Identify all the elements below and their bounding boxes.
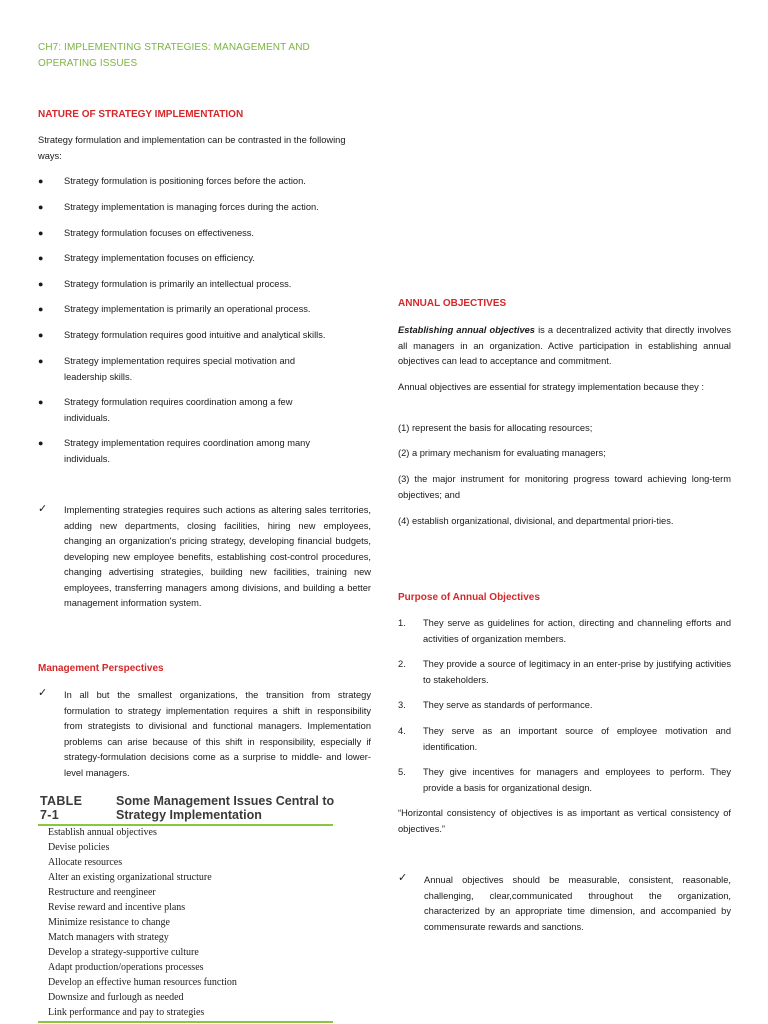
bullet-icon: ●: [38, 228, 44, 238]
bullet-text: Strategy implementation requires special motivation and leadership skills.: [64, 356, 295, 382]
table-row: Develop an effective human resources function: [48, 977, 237, 988]
table-row: Match managers with strategy: [48, 932, 169, 943]
bullet-text: Strategy implementation focuses on efficiency.: [64, 253, 255, 263]
table-row: Minimize resistance to change: [48, 917, 170, 928]
bullet-icon: ●: [38, 438, 44, 448]
management-perspectives-heading: Management Perspectives: [38, 663, 164, 674]
bullet-icon: ●: [38, 304, 44, 314]
annual-objectives-criteria-paragraph: Annual objectives should be measurable, consistent, reasonable, challenging, clear,communicated throughout the organization, characterized by an appropriate time dimension, and accompanied by commensurate rewards and sanctions.: [424, 875, 731, 932]
table-row: Allocate resources: [48, 857, 123, 868]
purpose-number: 3.: [398, 700, 406, 710]
purpose-number: 1.: [398, 618, 406, 628]
table-list: [48, 825, 237, 1020]
bullet-text: Strategy implementation is primarily an operational process.: [64, 304, 311, 314]
checkmark-icon: ✓: [398, 872, 408, 884]
nature-heading: NATURE OF STRATEGY IMPLEMENTATION: [38, 109, 244, 120]
checkmark-icon: ✓: [38, 687, 48, 699]
bullet-text: Strategy implementation requires coordination among many individuals.: [64, 438, 310, 464]
annual-objectives-lead: Establishing annual objectives: [398, 325, 535, 335]
reason-item: (2) a primary mechanism for evaluating managers;: [398, 448, 606, 458]
annual-objectives-heading: ANNUAL OBJECTIVES: [398, 298, 507, 309]
purpose-text: They serve as guidelines for action, directing and channeling efforts and activities of organization members.: [423, 618, 731, 644]
bullet-text: Strategy formulation is primarily an intellectual process.: [64, 279, 292, 289]
purpose-text: They give incentives for managers and employees to perform. They provide a basis for organizational design.: [423, 767, 731, 793]
management-perspectives-paragraph: In all but the smallest organizations, the transition from strategy formulation to strategy implementation requires a shift in responsibility from strategists to divisional and functional managers. Implementation problems can arise because of this shift in responsibility, especially if strategy-formulation decisions come as a surprise to middle- and lower-level managers.: [64, 690, 371, 778]
reason-item: (1) represent the basis for allocating resources;: [398, 423, 593, 433]
bullet-text: Strategy formulation requires coordination among a few individuals.: [64, 397, 293, 423]
essential-paragraph: Annual objectives are essential for strategy implementation because they :: [398, 382, 704, 392]
table-row: Devise policies: [48, 842, 110, 853]
bullet-text: Strategy formulation is positioning forces before the action.: [64, 176, 306, 186]
table-row: Develop a strategy-supportive culture: [48, 947, 199, 958]
purpose-text: They serve as an important source of employee motivation and identification.: [423, 726, 731, 752]
bullet-text: Strategy implementation is managing forces during the action.: [64, 202, 319, 212]
bullet-icon: ●: [38, 253, 44, 263]
table-row: Adapt production/operations processes: [48, 962, 204, 973]
bullet-icon: ●: [38, 176, 44, 186]
bullet-icon: ●: [38, 279, 44, 289]
table-row: Alter an existing organizational structure: [48, 872, 212, 883]
table-row: Downsize and furlough as needed: [48, 992, 184, 1003]
purpose-number: 2.: [398, 659, 406, 669]
purpose-number: 5.: [398, 767, 406, 777]
bullet-icon: ●: [38, 202, 44, 212]
reason-item: (4) establish organizational, divisional, and departmental priori-ties.: [398, 516, 674, 526]
table-bottom-rule: [38, 1021, 333, 1023]
bullet-icon: ●: [38, 330, 44, 340]
reason-item: (3) the major instrument for monitoring progress toward achieving long-term objectives; and: [398, 474, 731, 500]
annual-objectives-lead-rest: is a decentralized activity that directly involves all managers in an organization. Active participation in establishing annual objectives can lead to acceptance and commitment.: [398, 325, 731, 366]
purpose-text: They serve as standards of performance.: [423, 700, 593, 710]
implementing-actions-paragraph: Implementing strategies requires such actions as altering sales territories, adding new departments, closing facilities, hiring new employees, changing an organization's pricing strategy, developing financial budgets, developing new employee benefits, establishing cost-control procedures, changing advertising strategies, building new facilities, training new employees, transferring managers among divisions, and building a better management information system.: [64, 505, 371, 608]
annual-objectives-paragraph: [398, 323, 731, 370]
bullet-icon: ●: [38, 397, 44, 407]
table-row: Revise reward and incentive plans: [48, 902, 186, 913]
bullet-text: Strategy formulation requires good intuitive and analytical skills.: [64, 330, 326, 340]
table-row: Establish annual objectives: [48, 827, 157, 838]
horizontal-consistency-quote: “Horizontal consistency of objectives is as important as vertical consistency of objectives.”: [398, 808, 731, 834]
bullet-icon: ●: [38, 356, 44, 366]
table-row: Link performance and pay to strategies: [48, 1007, 205, 1018]
table-7-1: [38, 790, 333, 1024]
chapter-title: CH7: IMPLEMENTING STRATEGIES: MANAGEMENT AND OPERATING ISSUES: [38, 42, 310, 69]
table-number: TABLE 7-1: [40, 794, 83, 822]
nature-intro: Strategy formulation and implementation can be contrasted in the following ways:: [38, 135, 346, 161]
purpose-number: 4.: [398, 726, 406, 736]
checkmark-icon: ✓: [38, 503, 48, 515]
purpose-text: They provide a source of legitimacy in an enter-prise by justifying activities to stakeholders.: [423, 659, 731, 685]
table-row: Restructure and reengineer: [48, 887, 156, 898]
table-caption: Some Management Issues Central to Strategy Implementation: [116, 794, 335, 822]
purpose-heading: Purpose of Annual Objectives: [398, 592, 540, 603]
bullet-text: Strategy formulation focuses on effectiveness.: [64, 228, 255, 238]
